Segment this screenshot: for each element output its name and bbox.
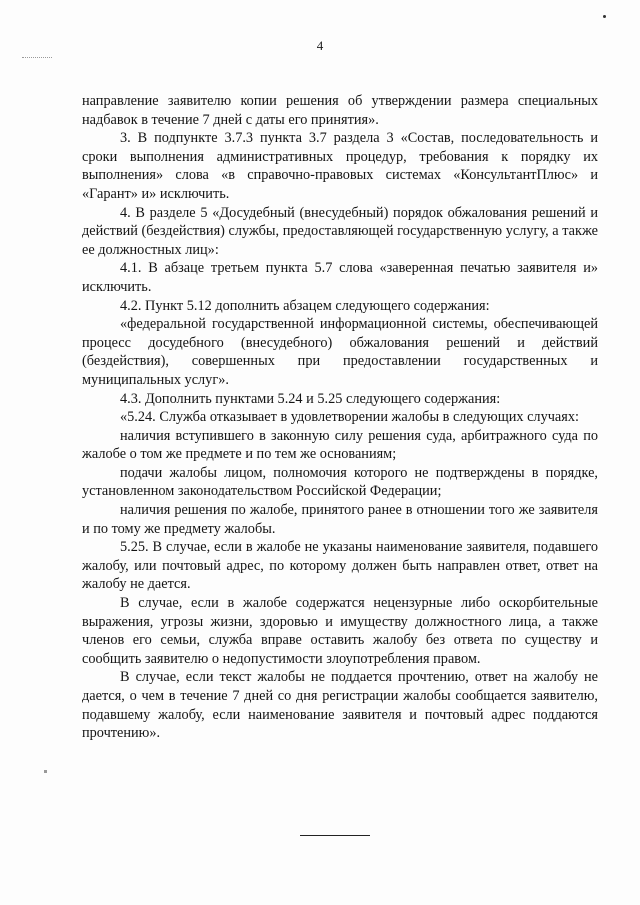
paragraph-item-4: 4. В разделе 5 «Досудебный (внесудебный) порядок обжалования решений и действий (бездействия) службы, предоставляющей государственную услугу, а также ее должностных лиц»: [82, 204, 598, 258]
page-number: 4 [316, 38, 324, 53]
paragraph-item-4-3: 4.3. Дополнить пунктами 5.24 и 5.25 следующего содержания: [120, 390, 501, 407]
paragraph-5-25: 5.25. В случае, если в жалобе не указаны наименование заявителя, подавшего жалобу, или почтовый адрес, по которому должен быть направлен ответ, ответ на жалобу не дается. [82, 539, 598, 593]
paragraph-5-24-case-3: наличия решения по жалобе, принятого ранее в отношении того же заявителя и по тому же предмету жалобы. [82, 502, 598, 537]
paragraph-item-4-1: 4.1. В абзаце третьем пункта 5.7 слова «заверенная печатью заявителя и» исключить. [82, 260, 598, 295]
scan-speck [603, 15, 606, 18]
end-divider [300, 835, 370, 836]
paragraph-5-24: «5.24. Служба отказывает в удовлетворении жалобы в следующих случаях: [120, 409, 579, 426]
scan-artifact [22, 57, 52, 58]
paragraph-5-24-case-2: подачи жалобы лицом, полномочия которого не подтверждены в порядке, установленном законодательством Российской Федерации; [82, 464, 598, 500]
paragraph-item-4-2: 4.2. Пункт 5.12 дополнить абзацем следующего содержания: [120, 297, 490, 314]
paragraph-5-25-abusive: В случае, если в жалобе содержатся нецензурные либо оскорбительные выражения, угрозы жизни, здоровью и имуществу должностного лица, а также членов его семьи, служба вправе оставить жалобу без ответа по существу и сообщить заявителю о недопустимости злоупотребления правом. [82, 595, 598, 667]
paragraph-item-3: 3. В подпункте 3.7.3 пункта 3.7 раздела 3 «Состав, последовательность и сроки выполнения административных процедур, требования к порядку их выполнения» слова «в справочно-правовых системах «КонсультантПлюс» и «Гарант» и» исключить. [82, 130, 598, 202]
paragraph-quote-5-12: «федеральной государственной информационной системы, обеспечивающей процесс досудебного (внесудебного) обжалования решений и действий (бездействия), совершенных при предоставлении государственных и муниципальных услуг». [82, 316, 598, 388]
scan-artifact [44, 770, 47, 773]
paragraph-5-25-unreadable: В случае, если текст жалобы не поддается прочтению, ответ на жалобу не дается, о чем в течение 7 дней со дня регистрации жалобы сообщается заявителю, подавшему жалобу, если наименование заявителя и почтовый адрес поддаются прочтению». [82, 669, 598, 742]
document-body [82, 92, 598, 743]
paragraph-continuation: направление заявителю копии решения об утверждении размера специальных надбавок в течение 7 дней с даты его принятия». [82, 93, 598, 128]
paragraph-5-24-case-1: наличия вступившего в законную силу решения суда, арбитражного суда по жалобе о том же предмете и по тем же основаниям; [82, 427, 598, 463]
